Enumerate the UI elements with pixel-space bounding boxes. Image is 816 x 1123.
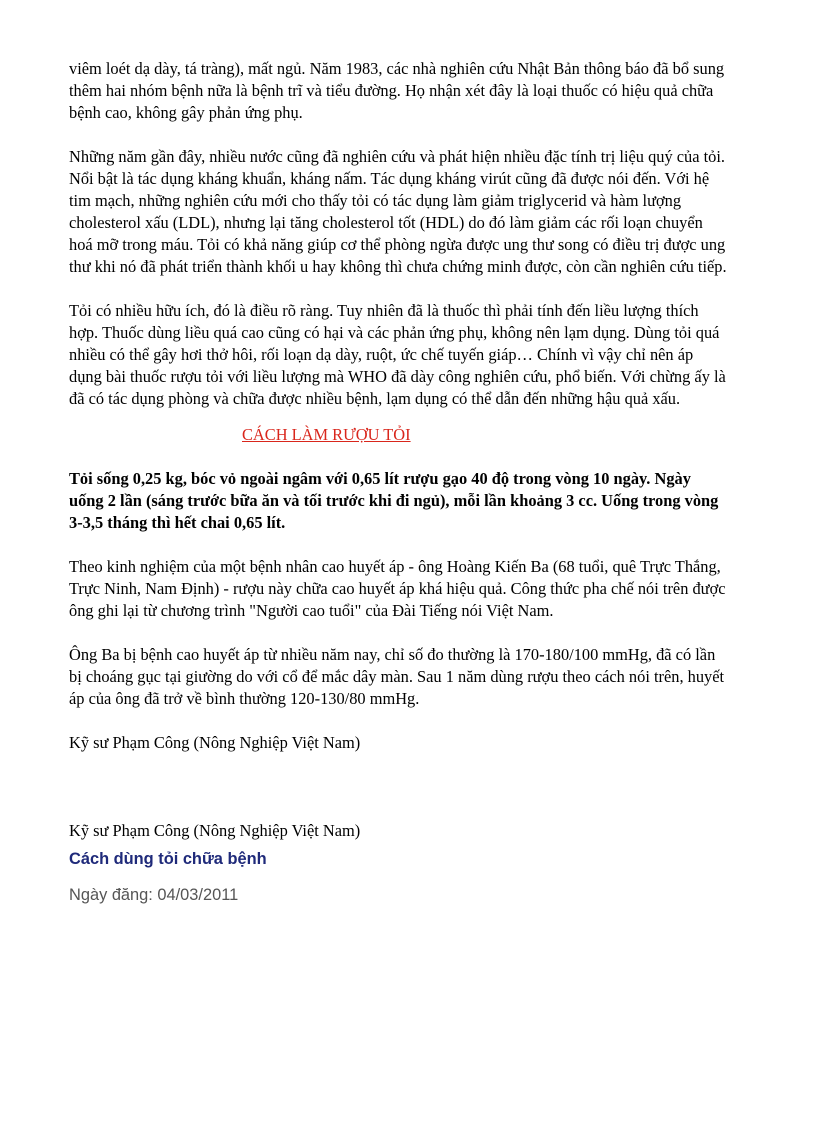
paragraph-intro-continuation: viêm loét dạ dày, tá tràng), mất ngủ. Năm 1983, các nhà nghiên cứu Nhật Bản thông báo đã bổ sung thêm hai nhóm bệnh nữa là bệnh trĩ và tiểu đường. Họ nhận xét đây là loại thuốc có hiệu quả chữa bệnh cao, không gây phản ứng phụ. xyxy=(69,59,725,122)
paragraph-dosage-warning: Tỏi có nhiều hữu ích, đó là điều rõ ràng. Tuy nhiên đã là thuốc thì phải tính đến liều lượng thích hợp. Thuốc dùng liều quá cao cũng có hại và các phản ứng phụ, không nên lạm dụng. Dùng tỏi quá nhiều có thể gây hơi thở hôi, rối loạn dạ dày, ruột, ức chế tuyến giáp… Chính vì vậy chỉ nên áp dụng bài thuốc rượu tỏi với liều lượng mà WHO đã dày công nghiên cứu, phổ biến. Với chừng ấy là đã có tác dụng phòng và chữa được nhiều bệnh, lạm dụng có thể dẫn đến những hậu quả xấu. xyxy=(69,301,726,408)
section-heading-recipe: CÁCH LÀM RƯỢU TỎI xyxy=(242,425,411,444)
author-credit-repeat: Kỹ sư Phạm Công (Nông Nghiệp Việt Nam) xyxy=(69,821,361,840)
spacer xyxy=(69,776,729,820)
document-page xyxy=(69,58,729,906)
paragraph-patient-result: Ông Ba bị bệnh cao huyết áp từ nhiều năm nay, chỉ số đo thường là 170-180/100 mmHg, đã có lần bị choáng gục tại giường do với cổ để mắc dây màn. Sau 1 năm dùng rượu theo cách nói trên, huyết áp của ông đã trở về bình thường 120-130/80 mmHg. xyxy=(69,645,725,708)
paragraph-recipe: Tỏi sống 0,25 kg, bóc vỏ ngoài ngâm với 0,65 lít rượu gạo 40 độ trong vòng 10 ngày. Ngày uống 2 lần (sáng trước bữa ăn và tối trước khi đi ngủ), mỗi lần khoảng 3 cc. Uống trong vòng 3-3,5 tháng thì hết chai 0,65 lít. xyxy=(69,469,719,532)
article-title: Cách dùng tỏi chữa bệnh xyxy=(69,850,267,868)
article-date: Ngày đăng: 04/03/2011 xyxy=(69,886,239,904)
paragraph-patient-experience: Theo kinh nghiệm của một bệnh nhân cao huyết áp - ông Hoàng Kiến Ba (68 tuổi, quê Trực Thắng, Trực Ninh, Nam Định) - rượu này chữa cao huyết áp khá hiệu quả. Công thức pha chế nói trên được ông ghi lại từ chương trình "Người cao tuổi" của Đài Tiếng nói Việt Nam. xyxy=(69,557,726,620)
paragraph-research: Những năm gần đây, nhiều nước cũng đã nghiên cứu và phát hiện nhiều đặc tính trị liệu quý của tỏi. Nổi bật là tác dụng kháng khuẩn, kháng nấm. Tác dụng kháng virút cũng đã được nói đến. Với hệ tim mạch, những nghiên cứu mới cho thấy tỏi có tác dụng làm giảm triglycerid và hàm lượng cholesterol xấu (LDL), nhưng lại tăng cholesterol tốt (HDL) do đó làm giảm các rối loạn chuyển hoá mỡ trong máu. Tỏi có khả năng giúp cơ thể phòng ngừa được ung thư song có điều trị được ung thư khi nó đã phát triển thành khối u hay không thì chưa chứng minh được, còn cần nghiên cứu tiếp. xyxy=(69,147,727,276)
author-credit: Kỹ sư Phạm Công (Nông Nghiệp Việt Nam) xyxy=(69,733,361,752)
